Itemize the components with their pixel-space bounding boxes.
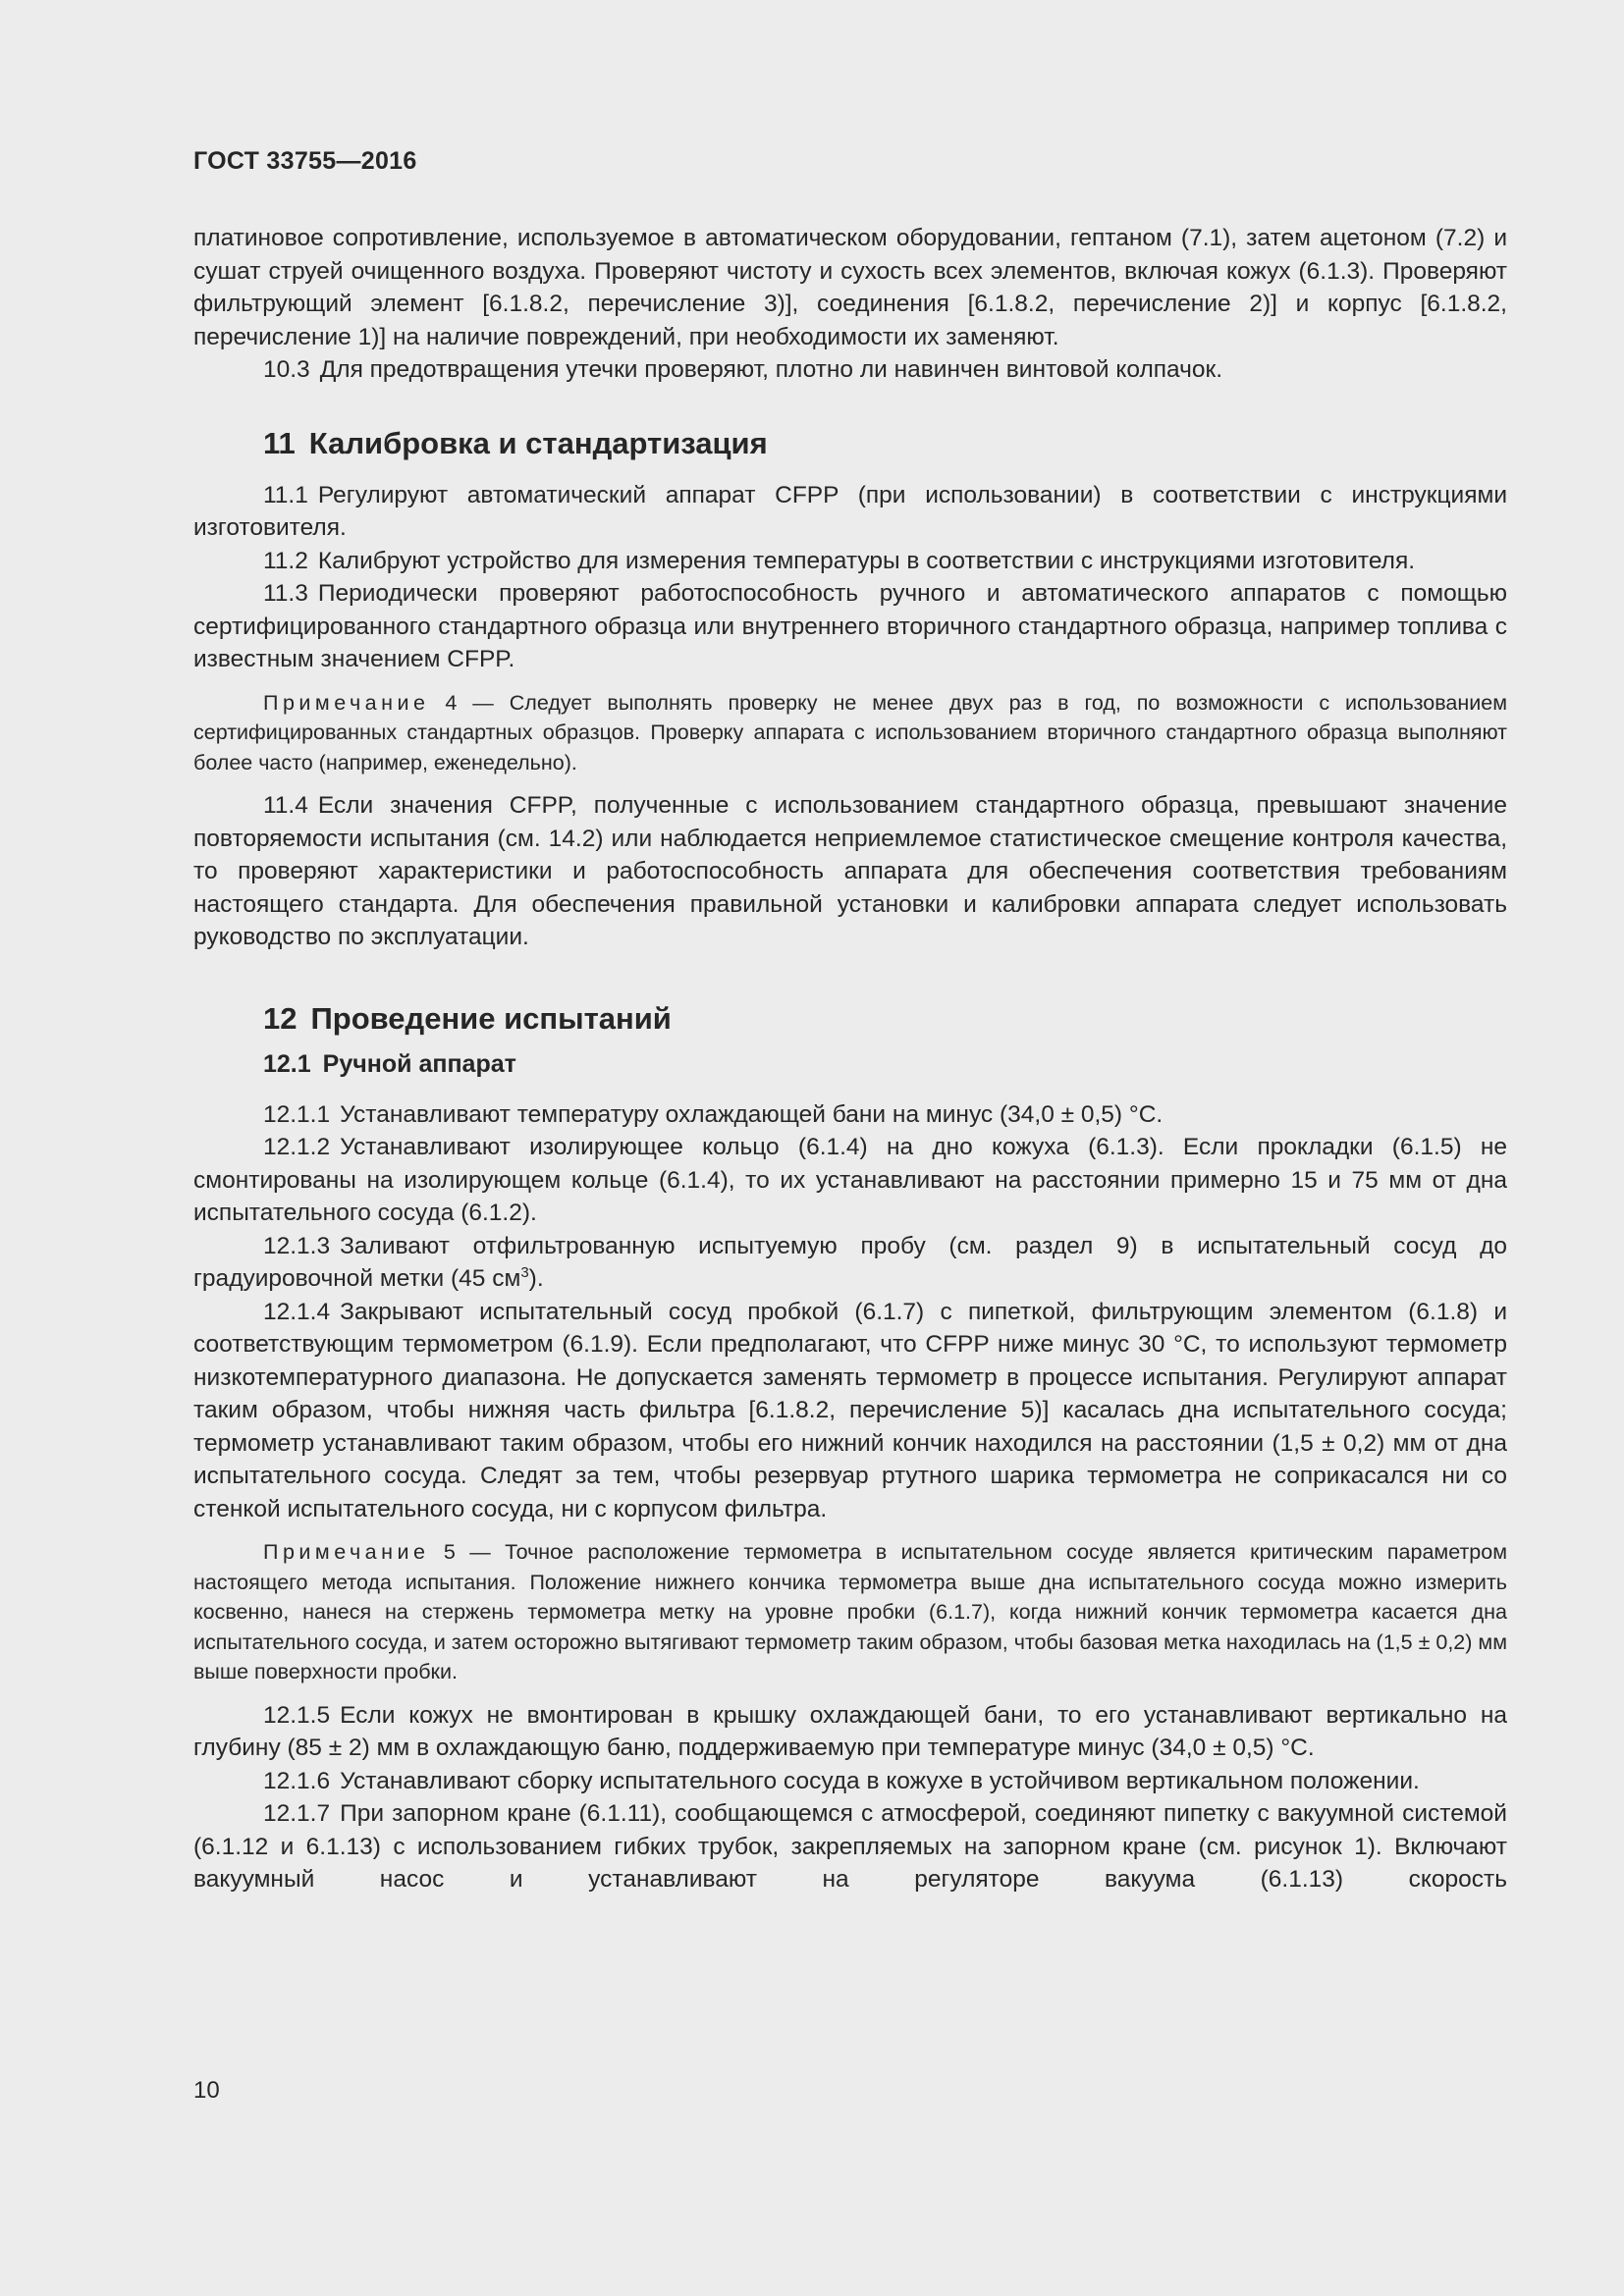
clause-number: 12.1.7	[263, 1800, 331, 1827]
clause-text: Закрывают испытательный сосуд пробкой (6.1.7) с пипеткой, фильтрующим элементом (6.1.8) и соответствующим термометром (6.1.9). Если предполагают, что CFPP ниже минус 30 °С, то используют термометр низкотемпературного диапазона. Не допускается заменять термометр в процессе испытания. Регулируют аппарат таким образом, чтобы нижняя часть фильтра [6.1.8.2, перечисление 5)] касалась дна испытательного сосуда; термометр устанавливают таким образом, чтобы его нижний кончик находился на расстоянии (1,5 ± 0,2) мм от дна испытательного сосуда. Следят за тем, чтобы резервуар ртутного шарика термометра не соприкасался ни со стенкой испытательного сосуда, ни с корпусом фильтра.	[193, 1298, 1507, 1522]
paragraph-12-1-4	[193, 1296, 1507, 1526]
subsection-number: 12.1	[263, 1049, 311, 1078]
paragraph-11-2	[193, 545, 1507, 578]
note-5	[193, 1537, 1507, 1687]
paragraph-12-1-1	[193, 1098, 1507, 1132]
paragraph-12-1-6	[193, 1765, 1507, 1798]
paragraph-12-1-5	[193, 1699, 1507, 1765]
clause-text-tail: ).	[528, 1265, 544, 1292]
clause-number: 12.1.2	[263, 1134, 331, 1160]
note-number: 5 —	[443, 1540, 491, 1564]
clause-number: 12.1.6	[263, 1767, 331, 1794]
section-number: 11	[263, 425, 296, 460]
clause-number: 10.3	[263, 356, 310, 383]
paragraph-12-1-7	[193, 1797, 1507, 1896]
clause-number: 11.3	[263, 580, 308, 607]
clause-text: Калибруют устройство для измерения температуры в соответствии с инструкциями изготовителя.	[317, 547, 1416, 574]
paragraph-12-1-2	[193, 1131, 1507, 1230]
section-heading-11	[193, 424, 1507, 463]
clause-text: Периодически проверяют работоспособность ручного и автоматического аппаратов с помощью сертифицированного стандартного образца или внутреннего вторичного стандартного образца, например топлива с известным значением CFPP.	[193, 580, 1507, 672]
note-text: Следует выполнять проверку не менее двух раз в год, по возможности с использованием сертифицированных стандартных образцов. Проверку аппарата с использованием вторичного стандартного образца выполняют более часто (например, еженедельно).	[193, 690, 1507, 774]
clause-text: Устанавливают сборку испытательного сосуда в кожухе в устойчивом вертикальном положении.	[340, 1767, 1420, 1794]
paragraph-12-1-3	[193, 1230, 1507, 1296]
clause-number: 12.1.3	[263, 1232, 331, 1259]
superscript: 3	[520, 1264, 529, 1281]
clause-text: Если кожух не вмонтирован в крышку охлаждающей бани, то его устанавливают вертикально на глубину (85 ± 2) мм в охлаждающую баню, поддерживаемую при температуре минус (34,0 ± 0,5) °С.	[193, 1701, 1507, 1761]
note-label: Примечание	[263, 1540, 430, 1564]
section-heading-12	[193, 999, 1507, 1039]
paragraph-intro: платиновое сопротивление, используемое в автоматическом оборудовании, гептаном (7.1), затем ацетоном (7.2) и сушат струей очищенного воздуха. Проверяют чистоту и сухость всех элементов, включая кожух (6.1.3). Проверяют фильтрующий элемент [6.1.8.2, перечисление 3)], соединения [6.1.8.2, перечисление 2)] и корпус [6.1.8.2, перечисление 1)] на наличие повреждений, при необходимости их заменяют.	[193, 225, 1507, 350]
note-text: Точное расположение термометра в испытательном сосуде является критическим параметром настоящего метода испытания. Положение нижнего кончика термометра выше дна испытательного сосуда можно измерить косвенно, нанеся на стержень термометра метку на уровне пробки (6.1.7), когда нижний кончик термометра касается дна испытательного сосуда, и затем осторожно вытягивают термометр таким образом, чтобы базовая метка находилась на (1,5 ± 0,2) мм выше поверхности пробки.	[193, 1540, 1507, 1683]
clause-text: Заливают отфильтрованную испытуемую пробу (см. раздел 9) в испытательный сосуд до градуировочной метки (45 см	[193, 1232, 1507, 1292]
document-code: ГОСТ 33755—2016	[193, 147, 417, 175]
note-label: Примечание	[263, 690, 430, 715]
clause-text: Для предотвращения утечки проверяют, плотно ли навинчен винтовой колпачок.	[319, 356, 1223, 383]
clause-number: 11.2	[263, 547, 308, 574]
clause-text: Если значения CFPP, полученные с использованием стандартного образца, превышают значение повторяемости испытания (см. 14.2) или наблюдается неприемлемое статистическое смещение контроля качества, то проверяют характеристики и работоспособность аппарата для обеспечения соответствия требованиям настоящего стандарта. Для обеспечения правильной установки и калибровки аппарата следует использовать руководство по эксплуатации.	[193, 792, 1507, 950]
note-4	[193, 688, 1507, 778]
section-title: Калибровка и стандартизация	[308, 425, 768, 460]
clause-text: При запорном кране (6.1.11), сообщающемся с атмосферой, соединяют пипетку с вакуумной системой (6.1.12 и 6.1.13) с использованием гибких трубок, закрепляемых на запорном кране (см. рисунок 1). Включают вакуумный насос и устанавливают на регуляторе вакуума (6.1.13) скорость	[193, 1800, 1507, 1893]
clause-text: Устанавливают изолирующее кольцо (6.1.4) на дно кожуха (6.1.3). Если прокладки (6.1.5) не смонтированы на изолирующем кольце (6.1.4), то их устанавливают на расстоянии примерно 15 и 75 мм от дна испытательного сосуда (6.1.2).	[193, 1134, 1507, 1226]
clause-text: Регулируют автоматический аппарат CFPP (при использовании) в соответствии с инструкциями изготовителя.	[193, 481, 1507, 541]
paragraph-10-3	[193, 353, 1507, 387]
page-content	[193, 222, 1507, 1896]
clause-number: 11.4	[263, 792, 308, 819]
subsection-heading-12-1	[193, 1048, 1507, 1081]
note-number: 4 —	[445, 690, 494, 715]
paragraph-11-3	[193, 577, 1507, 676]
clause-number: 12.1.5	[263, 1701, 331, 1729]
clause-number: 12.1.1	[263, 1100, 331, 1128]
clause-text: Устанавливают температуру охлаждающей бани на минус (34,0 ± 0,5) °С.	[340, 1100, 1164, 1128]
section-number: 12	[263, 1000, 298, 1036]
clause-number: 11.1	[263, 481, 308, 508]
clause-number: 12.1.4	[263, 1298, 331, 1325]
page-number: 10	[193, 2077, 220, 2104]
paragraph-11-1	[193, 479, 1507, 545]
subsection-title: Ручной аппарат	[322, 1049, 516, 1078]
section-title: Проведение испытаний	[310, 1000, 672, 1036]
paragraph-11-4	[193, 789, 1507, 954]
